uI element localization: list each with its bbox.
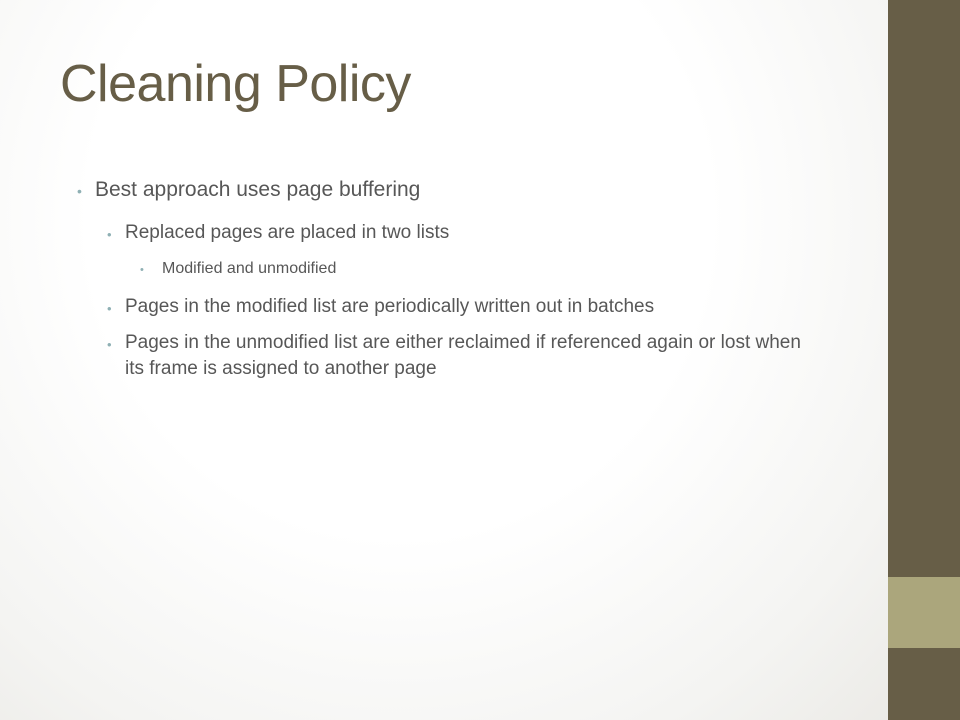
bullet-text: Best approach uses page buffering <box>95 178 421 201</box>
bullet-text: Pages in the unmodified list are either reclaimed if referenced again or lost when its frame is assigned to another page <box>125 332 801 379</box>
bullet-text: Replaced pages are placed in two lists <box>125 222 450 243</box>
bullet-text: Modified and unmodified <box>162 260 337 277</box>
slide-title: Cleaning Policy <box>60 55 411 113</box>
sidebar-accent-block <box>888 577 960 648</box>
bullet-level3-item <box>140 259 879 279</box>
bullet-marker-icon: • <box>77 183 82 199</box>
bullet-marker-icon: • <box>107 301 112 316</box>
bullet-level1-item <box>77 177 875 203</box>
bullet-level2-item <box>107 330 825 382</box>
bullet-level2-item <box>107 220 875 246</box>
bullet-marker-icon: • <box>107 337 112 352</box>
bullet-text: Pages in the modified list are periodically written out in batches <box>125 296 655 317</box>
bullet-level2-item <box>107 294 875 320</box>
bullet-marker-icon: • <box>107 227 112 242</box>
bullet-marker-icon: • <box>140 264 144 276</box>
